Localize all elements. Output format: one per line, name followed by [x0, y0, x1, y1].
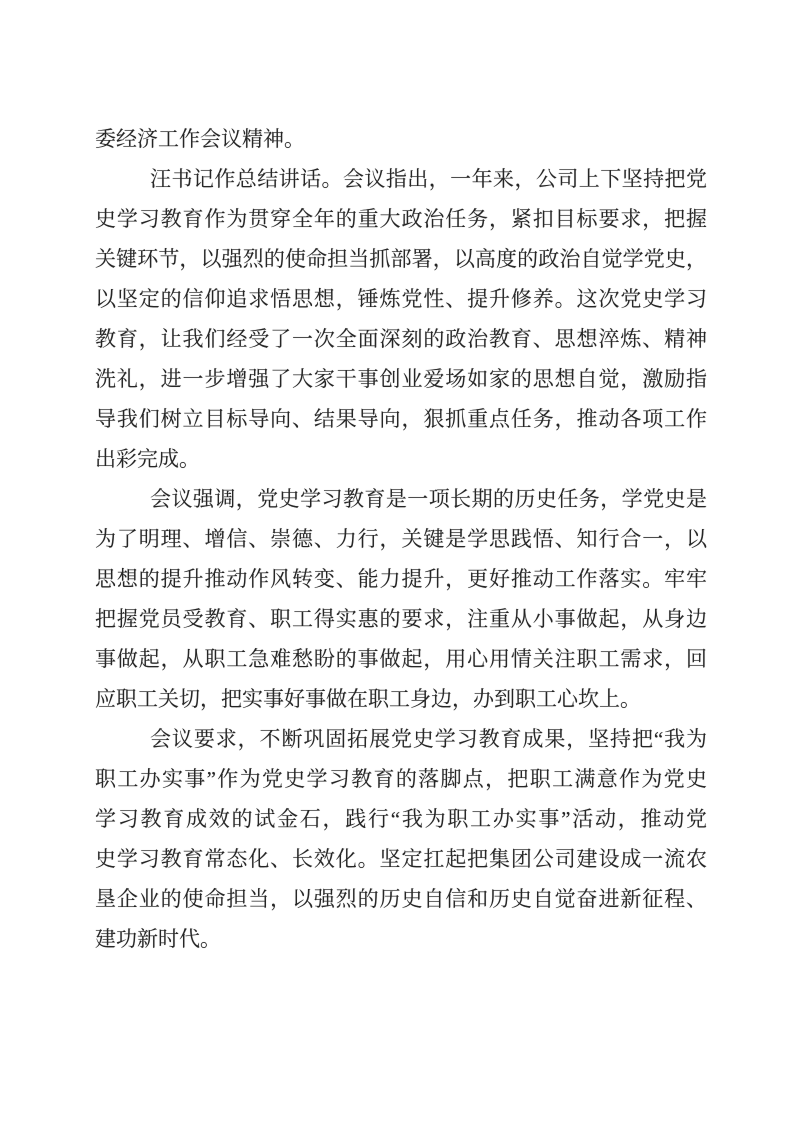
- text-line: 学习教育成效的试金石，践行“我为职工办实事”活动，推动党: [95, 807, 707, 831]
- paragraph-meeting-required: [95, 719, 707, 959]
- text-line: 出彩完成。: [95, 447, 200, 471]
- text-line: 事做起，从职工急难愁盼的事做起，用心用情关注职工需求，回: [95, 647, 707, 671]
- text-line: 思想的提升推动作风转变、能力提升，更好推动工作落实。牢牢: [95, 567, 707, 591]
- text-line: 汪书记作总结讲话。会议指出，一年来，公司上下坚持把党: [150, 167, 707, 191]
- paragraph-meeting-emphasized: [95, 479, 707, 719]
- paragraph-meeting-pointed-out: [95, 159, 707, 479]
- text-line: 关键环节，以强烈的使命担当抓部署，以高度的政治自觉学党史，: [95, 247, 707, 271]
- text-line: 职工办实事”作为党史学习教育的落脚点，把职工满意作为党史: [95, 767, 707, 791]
- document-text-block: [95, 119, 707, 959]
- text-line: 垦企业的使命担当，以强烈的历史自信和历史自觉奋进新征程、: [95, 887, 707, 911]
- text-line: 为了明理、增信、崇德、力行，关键是学思践悟、知行合一，以: [95, 527, 707, 551]
- text-line: 把握党员受教育、职工得实惠的要求，注重从小事做起，从身边: [95, 607, 707, 631]
- text-line: 委经济工作会议精神。: [95, 127, 305, 151]
- text-line: 教育，让我们经受了一次全面深刻的政治教育、思想淬炼、精神: [95, 327, 707, 351]
- paragraph-continuation: [95, 119, 707, 159]
- text-line: 史学习教育作为贯穿全年的重大政治任务，紧扣目标要求，把握: [95, 207, 707, 231]
- text-line: 会议强调，党史学习教育是一项长期的历史任务，学党史是: [150, 487, 707, 511]
- text-line: 应职工关切，把实事好事做在职工身边，办到职工心坎上。: [95, 687, 641, 711]
- text-line: 洗礼，进一步增强了大家干事创业爱场如家的思想自觉，激励指: [95, 367, 707, 391]
- text-line: 导我们树立目标导向、结果导向，狠抓重点任务，推动各项工作: [95, 407, 707, 431]
- text-line: 建功新时代。: [95, 927, 221, 951]
- text-line: 史学习教育常态化、长效化。坚定扛起把集团公司建设成一流农: [95, 847, 707, 871]
- text-line: 以坚定的信仰追求悟思想，锤炼党性、提升修养。这次党史学习: [95, 287, 707, 311]
- text-line: 会议要求，不断巩固拓展党史学习教育成果，坚持把“我为: [150, 727, 707, 751]
